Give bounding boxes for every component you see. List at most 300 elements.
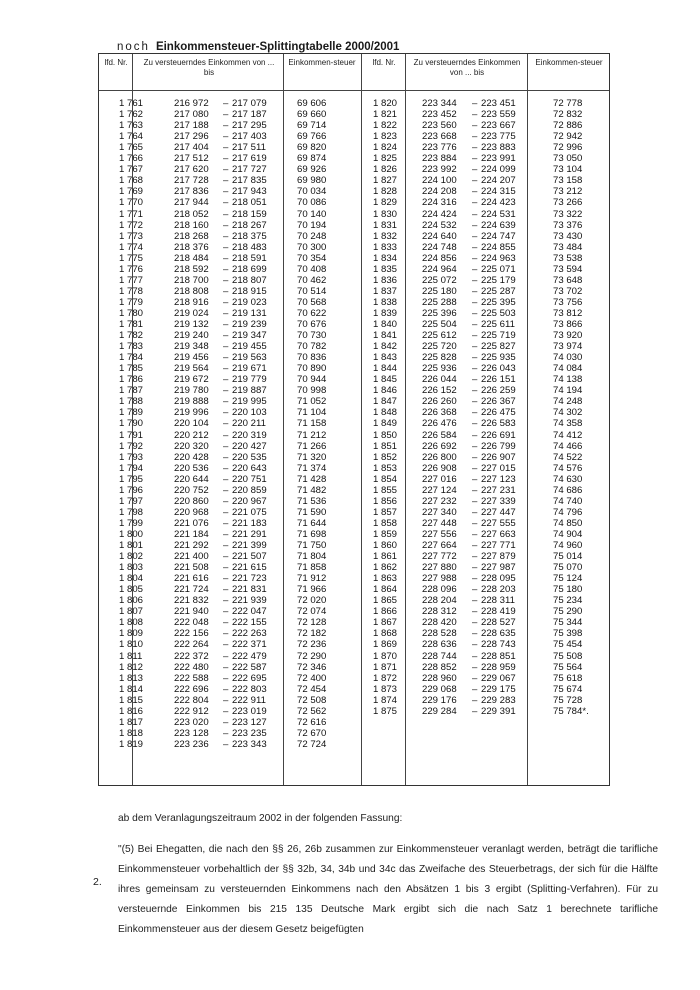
income-to: 219 671 [232,363,267,375]
row-number: 1 817 [119,716,144,728]
range-dash: – [223,407,229,419]
range-dash: – [223,484,229,496]
range-dash: – [223,551,229,563]
row-number: 1 864 [373,584,398,596]
income-from: 223 344 [422,98,457,109]
income-to: 219 779 [232,374,267,386]
income-to: 226 151 [481,374,516,386]
row-number: 1 865 [373,595,398,607]
row-number: 1 811 [119,650,143,662]
income-from: 224 316 [422,197,457,209]
page-title [117,41,399,53]
range-dash: – [472,341,478,353]
range-dash: – [472,186,478,198]
tax-amount: 69 714 [297,120,327,132]
range-dash: – [223,274,229,286]
income-from: 228 312 [422,606,457,618]
income-from: 218 808 [174,285,209,297]
row-number: 1 832 [373,230,398,242]
range-dash: – [472,639,478,651]
tax-amount: 69 820 [297,142,327,154]
row-number: 1 869 [373,639,398,651]
income-from: 223 776 [422,142,457,154]
income-from: 221 616 [174,573,209,585]
row-number: 1 764 [119,131,144,143]
income-to: 220 859 [232,484,267,496]
income-from: 228 204 [422,595,457,607]
tax-amount: 72 074 [297,606,327,618]
range-dash: – [223,683,229,695]
row-number: 1 858 [373,517,398,529]
row-number: 1 830 [373,208,398,220]
income-from: 216 972 [174,98,209,109]
range-dash: – [223,517,229,529]
income-from: 224 748 [422,241,457,253]
range-dash: – [472,219,478,231]
tax-amount: 74 960 [553,540,583,551]
tax-amount: 75 124 [553,573,583,585]
tax-amount: 75 784*. [553,705,589,717]
income-to: 224 099 [481,164,516,176]
income-to: 221 291 [232,528,267,540]
income-to: 217 511 [232,142,266,154]
range-dash: – [223,705,229,717]
income-to: 228 743 [481,639,516,651]
income-from: 219 672 [174,374,209,386]
tax-amount: 70 086 [297,197,327,209]
range-dash: – [472,418,478,430]
income-from: 224 424 [422,208,457,220]
row-number: 1 803 [119,562,144,574]
income-to: 227 879 [481,551,516,563]
income-to: 225 395 [481,296,516,308]
row-number: 1 842 [373,341,398,353]
range-dash: – [472,451,478,463]
row-number: 1 840 [373,319,398,330]
range-dash: – [472,462,478,474]
income-to: 217 295 [232,120,267,132]
range-dash: – [472,650,478,662]
tax-amount: 70 836 [297,352,327,364]
row-number: 1 765 [119,142,144,154]
tax-amount: 70 248 [297,230,327,242]
tax-amount: 74 138 [553,374,583,386]
range-dash: – [223,98,229,109]
range-dash: – [223,263,229,275]
income-to: 221 723 [232,573,267,585]
income-from: 228 636 [422,639,457,651]
body-text [118,813,658,940]
tax-amount: 70 890 [297,363,327,375]
range-dash: – [223,352,229,364]
tax-amount: 75 618 [553,672,583,684]
income-to: 228 527 [481,617,516,629]
row-number: 1 812 [119,661,144,673]
income-to: 224 747 [481,230,516,242]
tax-amount: 74 686 [553,484,583,496]
income-to: 221 183 [232,517,267,529]
tax-amount: 72 562 [297,705,327,717]
income-to: 227 339 [481,495,516,507]
income-to: 226 799 [481,440,516,452]
income-to: 221 615 [232,562,267,574]
range-dash: – [472,352,478,364]
income-from: 219 564 [174,363,209,375]
tax-amount: 73 376 [553,219,583,231]
range-dash: – [223,175,229,187]
income-from: 223 452 [422,109,457,121]
row-number: 1 799 [119,517,144,529]
row-number: 1 778 [119,285,144,297]
row-number: 1 866 [373,606,398,618]
row-number: 1 776 [119,263,144,275]
income-from: 220 968 [174,506,209,518]
income-to: 228 311 [481,595,515,607]
tax-amount: 71 966 [297,584,327,596]
column-divider [361,54,362,785]
income-from: 217 188 [174,120,209,132]
row-number: 1 807 [119,606,144,618]
row-number: 1 831 [373,219,398,231]
range-dash: – [472,473,478,485]
row-number: 1 789 [119,407,144,419]
income-to: 222 911 [232,694,266,706]
income-to: 226 259 [481,385,516,397]
range-dash: – [223,109,229,121]
range-dash: – [472,694,478,706]
row-number: 1 844 [373,363,398,375]
range-dash: – [472,484,478,496]
income-from: 222 696 [174,683,209,695]
row-number: 1 762 [119,109,144,121]
income-to: 217 835 [232,175,267,187]
range-dash: – [223,738,229,750]
income-to: 219 347 [232,330,267,342]
row-number: 1 801 [119,540,144,551]
income-from: 221 184 [174,528,209,540]
intro-line: ab dem Veranlagungszeitraum 2002 in der folgenden Fassung: [118,813,403,824]
income-from: 221 292 [174,540,209,551]
page-number: 2. [93,876,102,888]
range-dash: – [472,175,478,187]
tax-amount: 75 674 [553,683,583,695]
tax-amount: 72 290 [297,650,327,662]
income-to: 218 051 [232,197,267,209]
range-dash: – [223,197,229,209]
range-dash: – [223,319,229,330]
tax-amount: 71 750 [297,540,327,551]
tax-amount: 73 430 [553,230,583,242]
tax-amount: 71 698 [297,528,327,540]
tax-amount: 75 564 [553,661,583,673]
range-dash: – [223,617,229,629]
income-to: 226 043 [481,363,516,375]
income-to: 222 803 [232,683,267,695]
column-divider [527,54,528,785]
column-divider [405,54,406,785]
income-to: 219 131 [232,307,267,319]
income-from: 225 180 [422,285,457,297]
row-number: 1 813 [119,672,144,684]
income-to: 217 727 [232,164,267,176]
income-to: 224 423 [481,197,516,209]
income-from: 226 476 [422,418,457,430]
income-from: 225 288 [422,296,457,308]
income-to: 218 375 [232,230,267,242]
income-from: 217 620 [174,164,209,176]
tax-amount: 73 484 [553,241,583,253]
range-dash: – [223,573,229,585]
income-to: 228 095 [481,573,516,585]
income-from: 226 260 [422,396,457,408]
income-from: 227 124 [422,484,457,496]
income-to: 220 319 [232,429,267,441]
tax-amount: 75 398 [553,628,583,640]
income-from: 228 852 [422,661,457,673]
tax-amount: 74 302 [553,407,583,419]
income-from: 222 048 [174,617,209,629]
row-number: 1 808 [119,617,144,629]
income-to: 218 483 [232,241,267,253]
tax-amount: 70 998 [297,385,327,397]
income-to: 227 015 [481,462,516,474]
tax-amount: 70 194 [297,219,327,231]
paragraph-5: "(5) Bei Ehegatten, die nach den §§ 26, 26b zusammen zur Einkommensteuer veranlagt werden, beträgt die tarifliche Einkommensteuer vorbehaltlich der §§ 32b, 34, 34b und 34c das Zweifache des Steuerbetrags, der sich für die Hälfte ihres gemeinsam zu versteuernden Einkommens nach den Absätzen 1 bis 3 ergibt (Splitting-Verfahren). Für zu versteuernde Einkommen bis 215 135 Deutsche Mark ergibt sich die nach Satz 1 berechnete tarifliche Einkommensteuer aus der diesem Gesetz beigefügten [118,844,658,935]
tax-amount: 72 182 [297,628,327,640]
row-number: 1 874 [373,694,398,706]
range-dash: – [223,153,229,165]
income-from: 229 068 [422,683,457,695]
income-to: 227 123 [481,473,516,485]
range-dash: – [223,462,229,474]
range-dash: – [472,285,478,297]
row-number: 1 860 [373,540,398,551]
row-number: 1 826 [373,164,398,176]
income-from: 224 532 [422,219,457,231]
income-from: 217 836 [174,186,209,198]
row-number: 1 818 [119,727,144,739]
row-number: 1 862 [373,562,398,574]
income-to: 225 611 [481,319,515,330]
income-from: 229 284 [422,705,457,717]
income-to: 219 023 [232,296,267,308]
income-to: 219 995 [232,396,267,408]
range-dash: – [223,716,229,728]
income-to: 222 695 [232,672,267,684]
tax-amount: 73 594 [553,263,583,275]
row-number: 1 825 [373,153,398,165]
tax-amount: 71 212 [297,429,327,441]
income-from: 221 724 [174,584,209,596]
row-number: 1 784 [119,352,144,364]
tax-amount: 74 248 [553,396,583,408]
income-from: 218 700 [174,274,209,286]
income-from: 219 348 [174,341,209,353]
tax-amount: 73 648 [553,274,583,286]
income-from: 226 152 [422,385,457,397]
income-from: 219 888 [174,396,209,408]
range-dash: – [472,705,478,717]
range-dash: – [472,142,478,154]
income-to: 223 127 [232,716,267,728]
tax-amount: 74 466 [553,440,583,452]
tax-amount: 70 408 [297,263,327,275]
range-dash: – [223,440,229,452]
range-dash: – [472,440,478,452]
range-dash: – [223,120,229,132]
row-number: 1 802 [119,551,144,563]
header-nr-right: lfd. Nr. [372,58,396,67]
tax-amount: 69 980 [297,175,327,187]
tax-amount: 72 724 [297,738,327,750]
row-number: 1 847 [373,396,398,408]
income-from: 228 960 [422,672,457,684]
income-from: 226 800 [422,451,457,463]
income-from: 223 668 [422,131,457,143]
range-dash: – [472,374,478,386]
tax-amount: 72 670 [297,727,327,739]
income-from: 224 964 [422,263,457,275]
income-from: 218 052 [174,208,209,220]
income-from: 218 592 [174,263,209,275]
tax-amount: 71 158 [297,418,327,430]
range-dash: – [223,208,229,220]
income-to: 220 427 [232,440,267,452]
tax-amount: 71 536 [297,495,327,507]
income-from: 229 176 [422,694,457,706]
row-number: 1 868 [373,628,398,640]
income-from: 220 752 [174,484,209,496]
row-number: 1 839 [373,307,398,319]
row-number: 1 843 [373,352,398,364]
row-number: 1 796 [119,484,144,496]
income-from: 222 912 [174,705,209,717]
income-to: 224 963 [481,252,516,264]
income-from: 221 076 [174,517,209,529]
range-dash: – [223,495,229,507]
tax-amount: 72 020 [297,595,327,607]
range-dash: – [472,274,478,286]
tax-amount: 75 234 [553,595,583,607]
income-to: 223 343 [232,738,267,750]
tax-amount: 72 996 [553,142,583,154]
range-dash: – [223,672,229,684]
range-dash: – [472,584,478,596]
row-number: 1 822 [373,120,398,132]
range-dash: – [223,540,229,551]
row-number: 1 794 [119,462,144,474]
income-to: 217 187 [232,109,267,121]
row-number: 1 763 [119,120,144,132]
row-number: 1 821 [373,109,398,121]
row-number: 1 863 [373,573,398,585]
row-number: 1 777 [119,274,144,286]
income-from: 226 584 [422,429,457,441]
row-number: 1 775 [119,252,144,264]
row-number: 1 782 [119,330,144,342]
range-dash: – [472,407,478,419]
tax-amount: 74 850 [553,517,583,529]
tax-amount: 71 266 [297,440,327,452]
tax-amount: 70 354 [297,252,327,264]
row-number: 1 772 [119,219,144,231]
tax-amount: 74 084 [553,363,583,375]
range-dash: – [223,363,229,375]
header-nr-left: lfd. Nr. [104,58,128,67]
tax-amount: 72 832 [553,109,583,121]
row-number: 1 828 [373,186,398,198]
income-to: 218 159 [232,208,267,220]
tax-amount: 70 944 [297,374,327,386]
income-from: 225 828 [422,352,457,364]
tax-amount: 72 886 [553,120,583,132]
tax-amount: 72 454 [297,683,327,695]
income-from: 218 268 [174,230,209,242]
row-number: 1 780 [119,307,144,319]
income-to: 227 663 [481,528,516,540]
income-to: 219 887 [232,385,267,397]
range-dash: – [472,363,478,375]
row-number: 1 771 [119,208,144,220]
range-dash: – [223,650,229,662]
range-dash: – [223,164,229,176]
income-from: 219 132 [174,319,209,330]
income-from: 227 772 [422,551,457,563]
row-number: 1 838 [373,296,398,308]
income-from: 227 880 [422,562,457,574]
income-to: 218 807 [232,274,267,286]
range-dash: – [472,230,478,242]
range-dash: – [472,517,478,529]
range-dash: – [472,164,478,176]
income-from: 219 996 [174,407,209,419]
tax-amount: 71 320 [297,451,327,463]
row-number: 1 845 [373,374,398,386]
income-from: 217 512 [174,153,209,165]
row-number: 1 827 [373,175,398,187]
income-to: 221 831 [232,584,267,596]
header-divider [99,90,609,91]
income-from: 224 856 [422,252,457,264]
range-dash: – [223,451,229,463]
row-number: 1 791 [119,429,144,441]
income-to: 222 479 [232,650,267,662]
income-from: 218 916 [174,296,209,308]
row-number: 1 834 [373,252,398,264]
row-number: 1 797 [119,495,144,507]
range-dash: – [472,296,478,308]
tax-amount: 73 212 [553,186,583,198]
income-from: 225 612 [422,330,457,342]
income-from: 225 720 [422,341,457,353]
income-from: 222 264 [174,639,209,651]
income-to: 226 907 [481,451,516,463]
range-dash: – [472,385,478,397]
income-to: 225 503 [481,307,516,319]
tax-amount: 70 782 [297,341,327,353]
income-from: 220 320 [174,440,209,452]
range-dash: – [223,341,229,353]
tax-amount: 73 266 [553,197,583,209]
tax-amount: 73 702 [553,285,583,297]
range-dash: – [223,661,229,673]
range-dash: – [472,98,478,109]
income-from: 227 664 [422,540,457,551]
income-from: 226 692 [422,440,457,452]
income-to: 221 075 [232,506,267,518]
income-to: 227 447 [481,506,516,518]
row-number: 1 841 [373,330,398,342]
